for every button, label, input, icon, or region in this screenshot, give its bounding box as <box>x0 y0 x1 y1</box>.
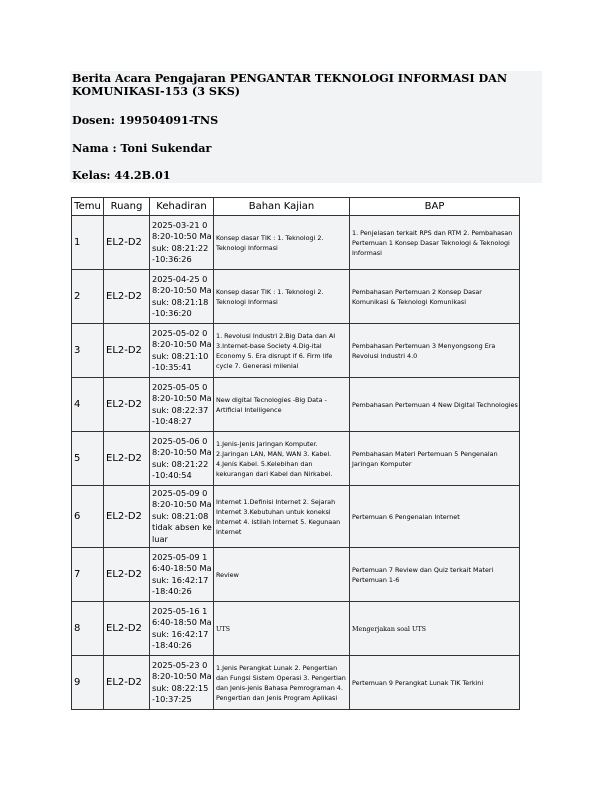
cell-kehadiran: 2025-05-09 08:20-10:50 Masuk: 08:21:08 tidak absen keluar <box>150 486 214 548</box>
kelas-line: Kelas: 44.2B.01 <box>72 168 171 182</box>
cell-bap: Pertemuan 6 Pengenalan Internet <box>350 486 520 548</box>
cell-kehadiran: 2025-05-05 08:20-10:50 Masuk: 08:22:37 -10:48:27 <box>150 378 214 432</box>
column-header-bap: BAP <box>350 198 520 216</box>
cell-temu: 2 <box>72 270 104 324</box>
cell-bahan-kajian: UTS <box>214 602 350 656</box>
table-row <box>72 548 520 602</box>
cell-kehadiran: 2025-04-25 08:20-10:50 Masuk: 08:21:18 -10:36:20 <box>150 270 214 324</box>
cell-bahan-kajian: 1.Jenis-Jenis Jaringan Komputer. 2.Jaringan LAN, MAN, WAN 3. Kabel. 4.Jenis Kabel. 5.Kelebihan dan kekurangan dari Kabel dan Nirkabel. <box>214 432 350 486</box>
cell-bap: Pembahasan Pertemuan 4 New Digital Technologies <box>350 378 520 432</box>
cell-ruang: EL2-D2 <box>104 378 150 432</box>
cell-bahan-kajian: Konsep dasar TIK : 1. Teknologi 2. Teknologi Informasi <box>214 270 350 324</box>
table-row <box>72 378 520 432</box>
cell-ruang: EL2-D2 <box>104 548 150 602</box>
cell-temu: 8 <box>72 602 104 656</box>
cell-bap: Pembahasan Materi Pertemuan 5 Pengenalan Jaringan Komputer <box>350 432 520 486</box>
dosen-line: Dosen: 199504091-TNS <box>72 113 219 127</box>
cell-kehadiran: 2025-05-06 08:20-10:50 Masuk: 08:21:22 -10:40:54 <box>150 432 214 486</box>
cell-kehadiran: 2025-05-23 08:20-10:50 Masuk: 08:22:15 -10:37:25 <box>150 656 214 710</box>
column-header-kehadiran: Kehadiran <box>150 198 214 216</box>
table-row <box>72 216 520 270</box>
table-row <box>72 324 520 378</box>
cell-bahan-kajian: Internet 1.Definisi Internet 2. Sejarah Internet 3.Kebutuhan untuk koneksi Internet 4. Istilah Internet 5. Kegunaan Internet <box>214 486 350 548</box>
cell-bahan-kajian: 1.Jenis Perangkat Lunak 2. Pengertian dan Fungsi Sistem Operasi 3. Pengertian dan Jenis-jenis Bahasa Pemrograman 4. Pengertian dan Jenis Program Aplikasi <box>214 656 350 710</box>
cell-temu: 6 <box>72 486 104 548</box>
column-header-ruang: Ruang <box>104 198 150 216</box>
cell-ruang: EL2-D2 <box>104 602 150 656</box>
cell-ruang: EL2-D2 <box>104 486 150 548</box>
nama-line: Nama : Toni Sukendar <box>72 141 212 155</box>
cell-bahan-kajian: Konsep dasar TIK : 1. Teknologi 2. Teknologi Informasi <box>214 216 350 270</box>
cell-temu: 1 <box>72 216 104 270</box>
table-header-row <box>72 198 520 216</box>
cell-ruang: EL2-D2 <box>104 432 150 486</box>
cell-bahan-kajian: 1. Revolusi Industri 2.Big Data dan AI 3.Internet-base Society 4.Dig-ital Economy 5. Era disrupt if 6. Firm life cycle 7. Generasi milenial <box>214 324 350 378</box>
cell-kehadiran: 2025-05-02 08:20-10:50 Masuk: 08:21:10 -10:35:41 <box>150 324 214 378</box>
cell-bap: Pembahasan Pertemuan 2 Konsep Dasar Komunikasi & Teknologi Komunikasi <box>350 270 520 324</box>
table-row <box>72 432 520 486</box>
cell-temu: 4 <box>72 378 104 432</box>
cell-bahan-kajian: New digital Tecnologies -Big Data -Artificial Intelligence <box>214 378 350 432</box>
cell-ruang: EL2-D2 <box>104 270 150 324</box>
cell-temu: 7 <box>72 548 104 602</box>
table-row <box>72 270 520 324</box>
table-row <box>72 486 520 548</box>
cell-bap: Pembahasan Pertemuan 3 Menyongsong Era Revolusi Industri 4.0 <box>350 324 520 378</box>
cell-temu: 3 <box>72 324 104 378</box>
cell-kehadiran: 2025-05-16 16:40-18:50 Masuk: 16:42:17 -18:40:26 <box>150 602 214 656</box>
cell-bap: 1. Penjelasan terkait RPS dan RTM 2. Pembahasan Pertemuan 1 Konsep Dasar Teknologi & Teknologi Informasi <box>350 216 520 270</box>
cell-temu: 5 <box>72 432 104 486</box>
table-row <box>72 602 520 656</box>
cell-ruang: EL2-D2 <box>104 656 150 710</box>
cell-ruang: EL2-D2 <box>104 216 150 270</box>
cell-bap: Mengerjakan soal UTS <box>350 602 520 656</box>
cell-temu: 9 <box>72 656 104 710</box>
cell-bap: Pertemuan 7 Review dan Quiz terkait Materi Pertemuan 1-6 <box>350 548 520 602</box>
cell-ruang: EL2-D2 <box>104 324 150 378</box>
column-header-bahan-kajian: Bahan Kajian <box>214 198 350 216</box>
document-header <box>70 71 542 183</box>
table-row <box>72 656 520 710</box>
cell-kehadiran: 2025-03-21 08:20-10:50 Masuk: 08:21:22 -10:36:26 <box>150 216 214 270</box>
cell-kehadiran: 2025-05-09 16:40-18:50 Masuk: 16:42:17 -18:40:26 <box>150 548 214 602</box>
cell-bap: Pertemuan 9 Perangkat Lunak TIK Terkini <box>350 656 520 710</box>
attendance-table <box>71 197 520 710</box>
cell-bahan-kajian: Review <box>214 548 350 602</box>
document-title: Berita Acara Pengajaran PENGANTAR TEKNOLOGI INFORMASI DAN KOMUNIKASI-153 (3 SKS) <box>72 71 508 98</box>
column-header-temu: Temu <box>72 198 104 216</box>
